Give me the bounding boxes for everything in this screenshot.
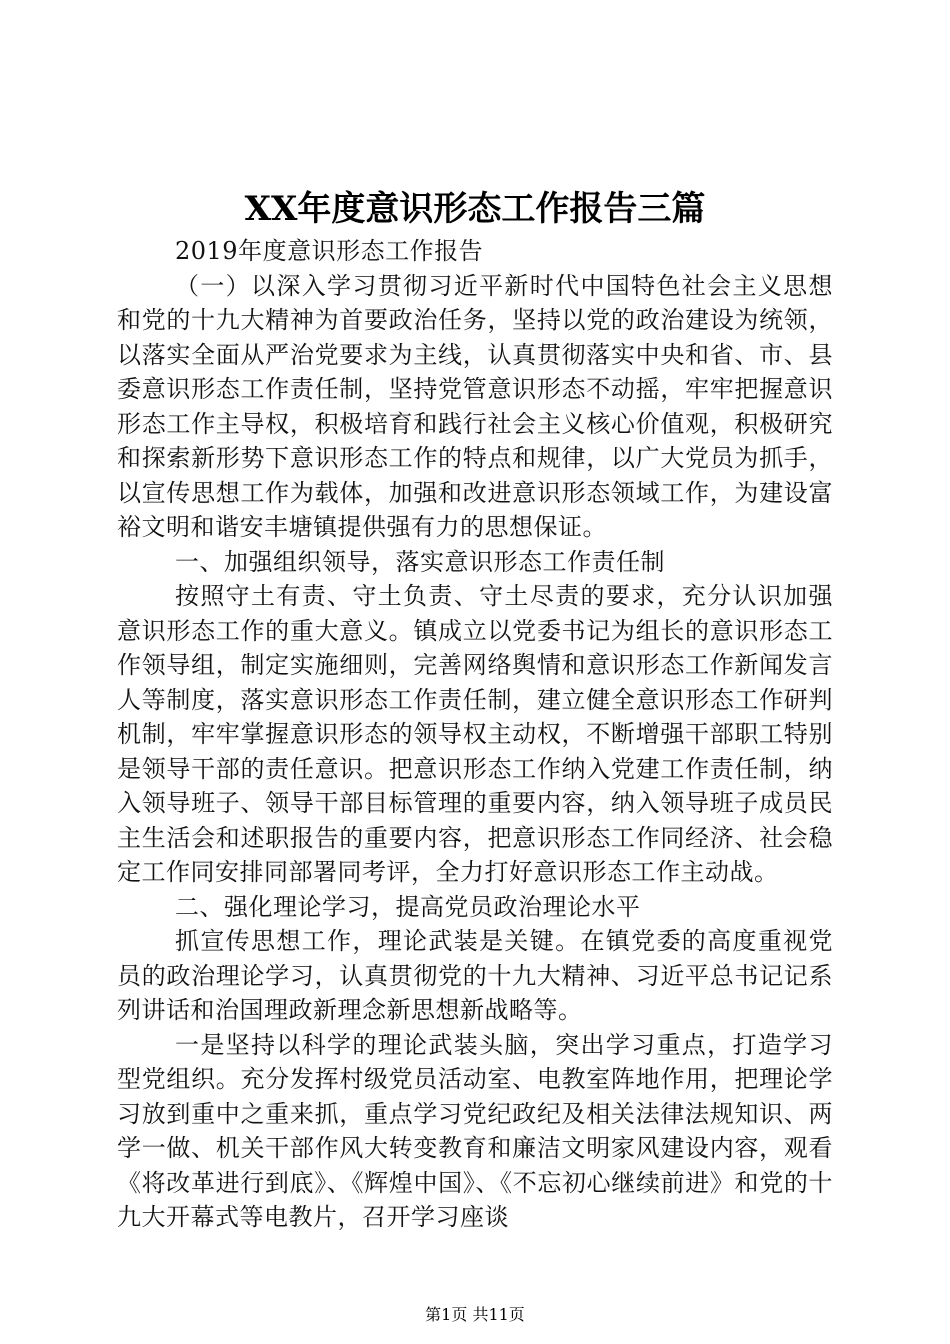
section-heading-1: 一、加强组织领导，落实意识形态工作责任制 [175, 547, 665, 576]
paragraph-point-1: 一是坚持以科学的理论武装头脑，突出学习重点，打造学习型党组织。充分发挥村级党员活动室、电教室阵地作用，把理论学习放到重中之重来抓，重点学习党纪政纪及相关法律法规知识、两学一做、机关干部作风大转变教育和廉洁文明家风建设内容，观看《将改革进行到底》、《辉煌中国》、《不忘初心继续前进》和党的十九大开幕式等电教片，召开学习座谈 [117, 1030, 833, 1231]
report-subtitle: 2019年度意识形态工作报告 [175, 237, 484, 265]
section-heading-2: 二、强化理论学习，提高党员政治理论水平 [175, 892, 641, 921]
paragraph-section-1: 按照守土有责、守土负责、守土尽责的要求，充分认识加强意识形态工作的重大意义。镇成立以党委书记为组长的意识形态工作领导组，制定实施细则，完善网络舆情和意识形态工作新闻发言人等制度，落实意识形态工作责任制，建立健全意识形态工作研判机制，牢牢掌握意识形态的领导权主动权，不断增强干部职工特别是领导干部的责任意识。把意识形态工作纳入党建工作责任制，纳入领导班子、领导干部目标管理的重要内容，纳入领导班子成员民主生活会和述职报告的重要内容，把意识形态工作同经济、社会稳定工作同安排同部署同考评，全力打好意识形态工作主动战。 [117, 582, 833, 886]
page-number-footer: 第1页 共11页 [425, 1305, 525, 1324]
paragraph-section-2: 抓宣传思想工作，理论武装是关键。在镇党委的高度重视党员的政治理论学习，认真贯彻党的十九大精神、习近平总书记记系列讲话和治国理政新理念新思想新战略等。 [117, 927, 833, 1024]
document-body [117, 234, 833, 1235]
paragraph-intro: （一）以深入学习贯彻习近平新时代中国特色社会主义思想和党的十九大精神为首要政治任务，坚持以党的政治建设为统领，以落实全面从严治党要求为主线，认真贯彻落实中央和省、市、县委意识形态工作责任制，坚持党管意识形态不动摇，牢牢把握意识形态工作主导权，积极培育和践行社会主义核心价值观，积极研究和探索新形势下意识形态工作的特点和规律，以广大党员为抓手，以宣传思想工作为载体，加强和改进意识形态领域工作，为建设富裕文明和谐安丰塘镇提供强有力的思想保证。 [117, 271, 833, 541]
document-title: XX年度意识形态工作报告三篇 [244, 189, 706, 229]
